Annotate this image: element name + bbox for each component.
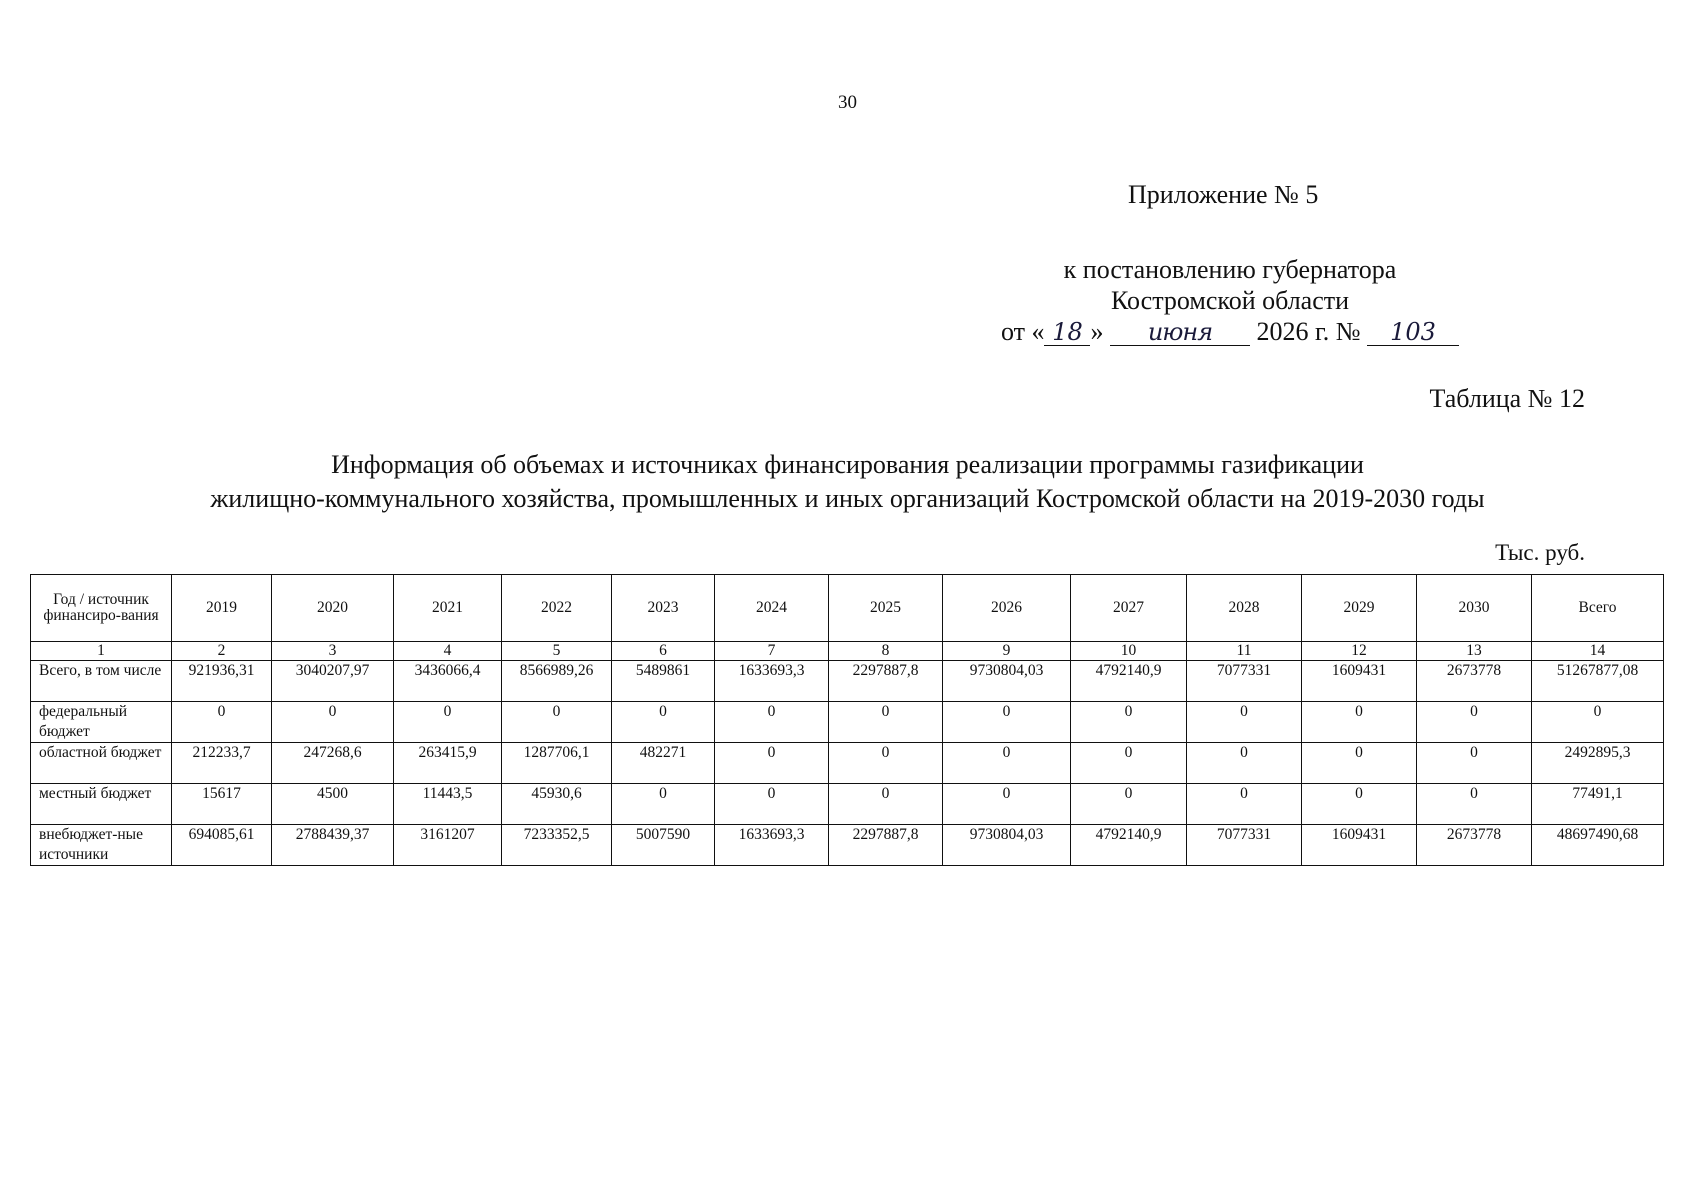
header-cell: 2022 (502, 575, 612, 642)
value-cell: 3040207,97 (272, 661, 394, 702)
value-cell: 0 (943, 702, 1071, 743)
header-cell: 2028 (1187, 575, 1302, 642)
value-cell: 2673778 (1417, 661, 1532, 702)
value-cell: 212233,7 (172, 743, 272, 784)
value-cell: 45930,6 (502, 784, 612, 825)
header-cell: 2026 (943, 575, 1071, 642)
value-cell: 0 (1071, 702, 1187, 743)
total-cell: 48697490,68 (1532, 825, 1664, 866)
value-cell: 1609431 (1302, 661, 1417, 702)
value-cell: 7077331 (1187, 825, 1302, 866)
value-cell: 694085,61 (172, 825, 272, 866)
header-cell: 2030 (1417, 575, 1532, 642)
source-label-cell: местный бюджет (31, 784, 172, 825)
source-label-cell: Всего, в том числе (31, 661, 172, 702)
value-cell: 0 (502, 702, 612, 743)
column-number-cell: 6 (612, 642, 715, 661)
value-cell: 921936,31 (172, 661, 272, 702)
value-cell: 247268,6 (272, 743, 394, 784)
value-cell: 2788439,37 (272, 825, 394, 866)
value-cell: 263415,9 (394, 743, 502, 784)
table-row (31, 661, 1664, 702)
value-cell: 0 (829, 784, 943, 825)
column-number-cell: 8 (829, 642, 943, 661)
appendix-title: Приложение № 5 (1128, 180, 1319, 209)
total-cell: 77491,1 (1532, 784, 1664, 825)
value-cell: 0 (1417, 784, 1532, 825)
value-cell: 2297887,8 (829, 661, 943, 702)
header-cell: 2025 (829, 575, 943, 642)
value-cell: 1633693,3 (715, 661, 829, 702)
handwritten-day: 18 (1044, 319, 1090, 346)
value-cell: 1633693,3 (715, 825, 829, 866)
header-cell: 2020 (272, 575, 394, 642)
table-number: Таблица № 12 (1429, 384, 1585, 413)
header-cell: Год / источник финансиро-вания (31, 575, 172, 642)
value-cell: 0 (1302, 702, 1417, 743)
decree-line-1: к постановлению губернатора (1063, 255, 1397, 284)
value-cell: 0 (612, 702, 715, 743)
value-cell: 9730804,03 (943, 661, 1071, 702)
units-label: Тыс. руб. (1495, 540, 1585, 565)
date-prefix: от « (1000, 317, 1045, 346)
column-number-cell: 2 (172, 642, 272, 661)
value-cell: 0 (1302, 784, 1417, 825)
value-cell: 0 (1302, 743, 1417, 784)
column-number-cell: 11 (1187, 642, 1302, 661)
column-number-cell: 4 (394, 642, 502, 661)
header-cell: Всего (1532, 575, 1664, 642)
date-mid: » (1090, 317, 1104, 346)
financing-table (30, 574, 1664, 866)
value-cell: 0 (394, 702, 502, 743)
handwritten-month: июня (1110, 319, 1250, 346)
column-number-cell: 9 (943, 642, 1071, 661)
header-cell: 2029 (1302, 575, 1417, 642)
column-number-cell: 5 (502, 642, 612, 661)
value-cell: 3436066,4 (394, 661, 502, 702)
value-cell: 4500 (272, 784, 394, 825)
total-cell: 2492895,3 (1532, 743, 1664, 784)
header-cell: 2024 (715, 575, 829, 642)
document-title (0, 448, 1695, 516)
decree-date-line (990, 316, 1470, 347)
total-cell: 0 (1532, 702, 1664, 743)
value-cell: 0 (1187, 784, 1302, 825)
value-cell: 0 (612, 784, 715, 825)
date-year: 2026 г. № (1256, 317, 1361, 346)
value-cell: 0 (943, 743, 1071, 784)
value-cell: 0 (1417, 702, 1532, 743)
value-cell: 0 (715, 743, 829, 784)
value-cell: 2673778 (1417, 825, 1532, 866)
value-cell: 4792140,9 (1071, 661, 1187, 702)
column-number-row (31, 642, 1664, 661)
decree-reference (990, 254, 1470, 347)
value-cell: 5007590 (612, 825, 715, 866)
value-cell: 1287706,1 (502, 743, 612, 784)
column-number-cell: 14 (1532, 642, 1664, 661)
value-cell: 0 (1187, 743, 1302, 784)
value-cell: 7077331 (1187, 661, 1302, 702)
column-number-cell: 7 (715, 642, 829, 661)
header-cell: 2023 (612, 575, 715, 642)
page-number: 30 (838, 92, 857, 113)
source-label-cell: федеральный бюджет (31, 702, 172, 743)
handwritten-decree-number: 103 (1367, 319, 1459, 346)
value-cell: 0 (172, 702, 272, 743)
value-cell: 0 (1187, 702, 1302, 743)
header-cell: 2019 (172, 575, 272, 642)
value-cell: 482271 (612, 743, 715, 784)
value-cell: 5489861 (612, 661, 715, 702)
table-row (31, 702, 1664, 743)
value-cell: 0 (943, 784, 1071, 825)
column-number-cell: 1 (31, 642, 172, 661)
table-header-row (31, 575, 1664, 642)
header-cell: 2021 (394, 575, 502, 642)
value-cell: 0 (1071, 743, 1187, 784)
header-cell: 2027 (1071, 575, 1187, 642)
value-cell: 0 (829, 743, 943, 784)
title-line-1: Информация об объемах и источниках финансирования реализации программы газификации (331, 450, 1364, 479)
value-cell: 0 (715, 702, 829, 743)
value-cell: 2297887,8 (829, 825, 943, 866)
value-cell: 0 (829, 702, 943, 743)
value-cell: 9730804,03 (943, 825, 1071, 866)
source-label-cell: областной бюджет (31, 743, 172, 784)
decree-line-2: Костромской области (1110, 286, 1350, 315)
table-row (31, 825, 1664, 866)
value-cell: 0 (715, 784, 829, 825)
title-line-2: жилищно-коммунального хозяйства, промышленных и иных организаций Костромской области на 2019-2030 годы (210, 484, 1485, 513)
table-row (31, 743, 1664, 784)
value-cell: 7233352,5 (502, 825, 612, 866)
table-row (31, 784, 1664, 825)
value-cell: 15617 (172, 784, 272, 825)
column-number-cell: 10 (1071, 642, 1187, 661)
total-cell: 51267877,08 (1532, 661, 1664, 702)
value-cell: 1609431 (1302, 825, 1417, 866)
column-number-cell: 13 (1417, 642, 1532, 661)
value-cell: 4792140,9 (1071, 825, 1187, 866)
column-number-cell: 12 (1302, 642, 1417, 661)
column-number-cell: 3 (272, 642, 394, 661)
source-label-cell: внебюджет-ные источники (31, 825, 172, 866)
value-cell: 0 (1071, 784, 1187, 825)
value-cell: 8566989,26 (502, 661, 612, 702)
value-cell: 0 (1417, 743, 1532, 784)
value-cell: 0 (272, 702, 394, 743)
value-cell: 11443,5 (394, 784, 502, 825)
value-cell: 3161207 (394, 825, 502, 866)
